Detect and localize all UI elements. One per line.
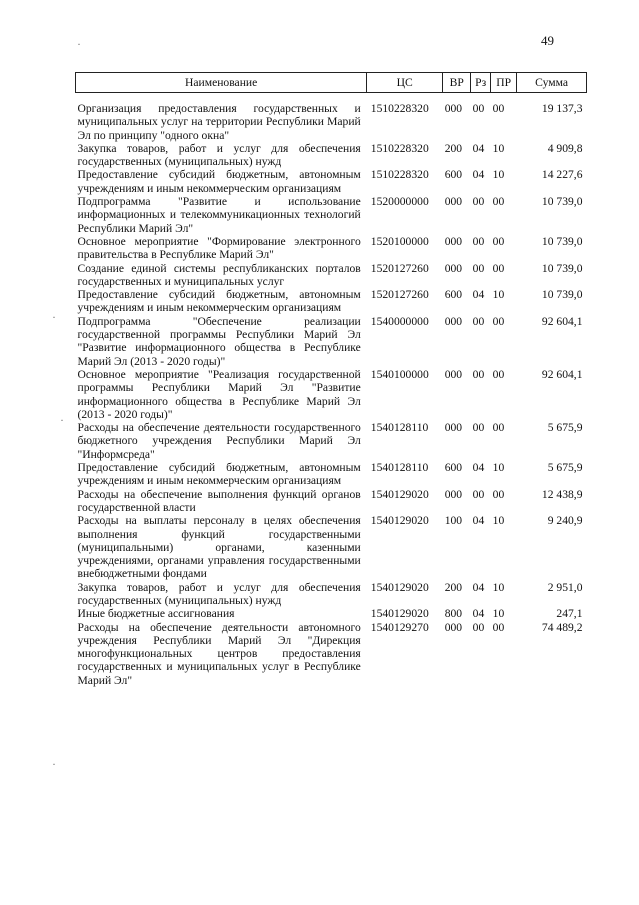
cell-rz: 00 [472, 367, 485, 381]
cell-vr: 800 [444, 607, 463, 621]
cell-vr: 000 [444, 487, 463, 501]
table-row [76, 621, 587, 687]
cell-cs: 1520100000 [370, 234, 429, 248]
cell-cs: 1540000000 [370, 314, 429, 328]
cell-name: Расходы на обеспечение деятельности государственного бюджетного учреждения Республики Марий Эл "Информсреда" [77, 421, 361, 461]
table-row [76, 514, 587, 580]
cell-rz: 00 [472, 234, 485, 248]
table-body [76, 93, 587, 688]
scan-speck: · [77, 37, 81, 51]
cell-name: Подпрограмма "Развитие и использование информационных и телекоммуникационных технологий Республики Марий Эл" [77, 195, 361, 235]
cell-name: Иные бюджетные ассигнования [77, 607, 235, 621]
cell-pr: 10 [492, 580, 505, 594]
cell-cs: 1520127260 [370, 288, 429, 302]
cell-name: Расходы на обеспечение деятельности автономного учреждения Республики Марий Эл "Дирекция многофункциональных центров предоставления государственных и муниципальных услуг в Республике Марий Эл" [77, 620, 361, 687]
cell-rz: 00 [472, 261, 485, 275]
cell-cs: 1540129020 [370, 580, 429, 594]
cell-vr: 000 [444, 421, 463, 435]
cell-cs: 1540128110 [370, 421, 429, 435]
cell-name: Основное мероприятие "Реализация государственной программы Республики Марий Эл "Развитие информационного общества в Республике Марий Эл (2013 - 2020 годы)" [77, 367, 361, 421]
cell-sum: 10 739,0 [541, 195, 583, 209]
cell-rz: 00 [472, 314, 485, 328]
cell-vr: 000 [444, 314, 463, 328]
cell-cs: 1540129020 [370, 487, 429, 501]
table-row [76, 168, 587, 195]
header-pr: ПР [491, 73, 517, 93]
cell-vr: 600 [444, 461, 463, 475]
header-cs: ЦС [367, 73, 443, 93]
table-row [76, 235, 587, 262]
cell-name: Предоставление субсидий бюджетным, автономным учреждениям и иным некоммерческим организациям [77, 288, 361, 315]
cell-cs: 1540129020 [370, 607, 429, 621]
header-vr: ВР [443, 73, 471, 93]
cell-pr: 00 [492, 620, 505, 634]
cell-pr: 00 [492, 234, 505, 248]
cell-pr: 00 [492, 314, 505, 328]
cell-vr: 000 [444, 620, 463, 634]
header-sum: Сумма [517, 73, 587, 93]
cell-vr: 600 [444, 288, 463, 302]
cell-pr: 00 [492, 261, 505, 275]
cell-vr: 200 [444, 141, 463, 155]
cell-name: Предоставление субсидий бюджетным, автономным учреждениям и иным некоммерческим организациям [77, 168, 361, 195]
cell-pr: 00 [492, 195, 505, 209]
cell-name: Расходы на выплаты персоналу в целях обеспечения выполнения функций государственными (муниципальными) органами, казенными учреждениями, органами управления государственными внебюджетными фондами [77, 514, 361, 581]
cell-vr: 100 [444, 514, 463, 528]
cell-rz: 04 [472, 514, 485, 528]
cell-cs: 1520127260 [370, 261, 429, 275]
cell-vr: 000 [444, 234, 463, 248]
cell-pr: 00 [492, 487, 505, 501]
cell-pr: 10 [492, 607, 505, 621]
cell-sum: 10 739,0 [541, 234, 583, 248]
cell-rz: 00 [472, 620, 485, 634]
table-row [76, 315, 587, 368]
cell-cs: 1510228320 [370, 102, 429, 115]
cell-cs: 1520000000 [370, 195, 429, 209]
cell-pr: 10 [492, 141, 505, 155]
cell-rz: 04 [472, 288, 485, 302]
cell-pr: 10 [492, 461, 505, 475]
cell-vr: 600 [444, 168, 463, 182]
cell-vr: 000 [444, 367, 463, 381]
scan-speck: · [60, 413, 64, 427]
cell-pr: 10 [492, 514, 505, 528]
table-header [76, 73, 587, 93]
table-row [76, 607, 587, 620]
cell-pr: 10 [492, 288, 505, 302]
table-row [76, 93, 587, 142]
scan-speck: · [52, 310, 56, 324]
cell-vr: 000 [444, 261, 463, 275]
cell-cs: 1510228320 [370, 141, 429, 155]
cell-sum: 5 675,9 [547, 421, 583, 435]
cell-sum: 5 675,9 [547, 461, 583, 475]
cell-rz: 00 [472, 102, 485, 115]
table-row [76, 142, 587, 169]
cell-name: Закупка товаров, работ и услуг для обеспечения государственных (муниципальных) нужд [77, 141, 361, 169]
table-row [76, 262, 587, 289]
cell-rz: 00 [472, 195, 485, 209]
cell-cs: 1540128110 [370, 461, 429, 475]
cell-rz: 04 [472, 607, 485, 621]
cell-pr: 00 [492, 421, 505, 435]
cell-sum: 10 739,0 [541, 261, 583, 275]
cell-cs: 1540100000 [370, 367, 429, 381]
cell-name: Организация предоставления государственных и муниципальных услуг на территории Республики Марий Эл по принципу "одного окна" [77, 102, 361, 142]
cell-rz: 04 [472, 168, 485, 182]
table-row [76, 421, 587, 461]
cell-name: Основное мероприятие "Формирование электронного правительства в Республике Марий Эл" [77, 234, 361, 262]
table-row [76, 488, 587, 515]
cell-vr: 000 [444, 102, 463, 115]
cell-rz: 00 [472, 487, 485, 501]
cell-cs: 1540129270 [370, 620, 429, 634]
cell-pr: 00 [492, 102, 505, 115]
cell-sum: 74 489,2 [541, 620, 583, 634]
scan-speck: · [52, 757, 56, 771]
header-name: Наименование [76, 73, 367, 93]
cell-sum: 2 951,0 [547, 580, 583, 594]
table-row [76, 581, 587, 608]
table-row [76, 288, 587, 315]
cell-sum: 92 604,1 [541, 367, 583, 381]
cell-rz: 04 [472, 461, 485, 475]
cell-cs: 1510228320 [370, 168, 429, 182]
cell-vr: 000 [444, 195, 463, 209]
cell-cs: 1540129020 [370, 514, 429, 528]
cell-sum: 9 240,9 [547, 514, 583, 528]
cell-sum: 14 227,6 [541, 168, 583, 182]
cell-name: Подпрограмма "Обеспечение реализации государственной программы Республики Марий Эл "Развитие информационного общества в Республике Марий Эл (2013 - 2020 годы)" [77, 314, 361, 368]
budget-table [75, 72, 587, 687]
cell-rz: 00 [472, 421, 485, 435]
cell-rz: 04 [472, 141, 485, 155]
cell-sum: 4 909,8 [547, 141, 583, 155]
page-number: 49 [541, 33, 554, 48]
table-row [76, 368, 587, 421]
cell-vr: 200 [444, 580, 463, 594]
cell-sum: 247,1 [556, 607, 583, 621]
cell-pr: 10 [492, 168, 505, 182]
header-rz: Рз [471, 73, 491, 93]
cell-rz: 04 [472, 580, 485, 594]
cell-name: Предоставление субсидий бюджетным, автономным учреждениям и иным некоммерческим организациям [77, 461, 361, 488]
cell-pr: 00 [492, 367, 505, 381]
cell-sum: 19 137,3 [541, 102, 583, 115]
cell-sum: 10 739,0 [541, 288, 583, 302]
cell-sum: 92 604,1 [541, 314, 583, 328]
table-row [76, 195, 587, 235]
cell-name: Создание единой системы республиканских порталов государственных и муниципальных услуг [77, 261, 361, 288]
cell-name: Закупка товаров, работ и услуг для обеспечения государственных (муниципальных) нужд [77, 580, 361, 607]
table-row [76, 461, 587, 488]
cell-name: Расходы на обеспечение выполнения функций органов государственной власти [77, 487, 361, 514]
cell-sum: 12 438,9 [541, 487, 583, 501]
